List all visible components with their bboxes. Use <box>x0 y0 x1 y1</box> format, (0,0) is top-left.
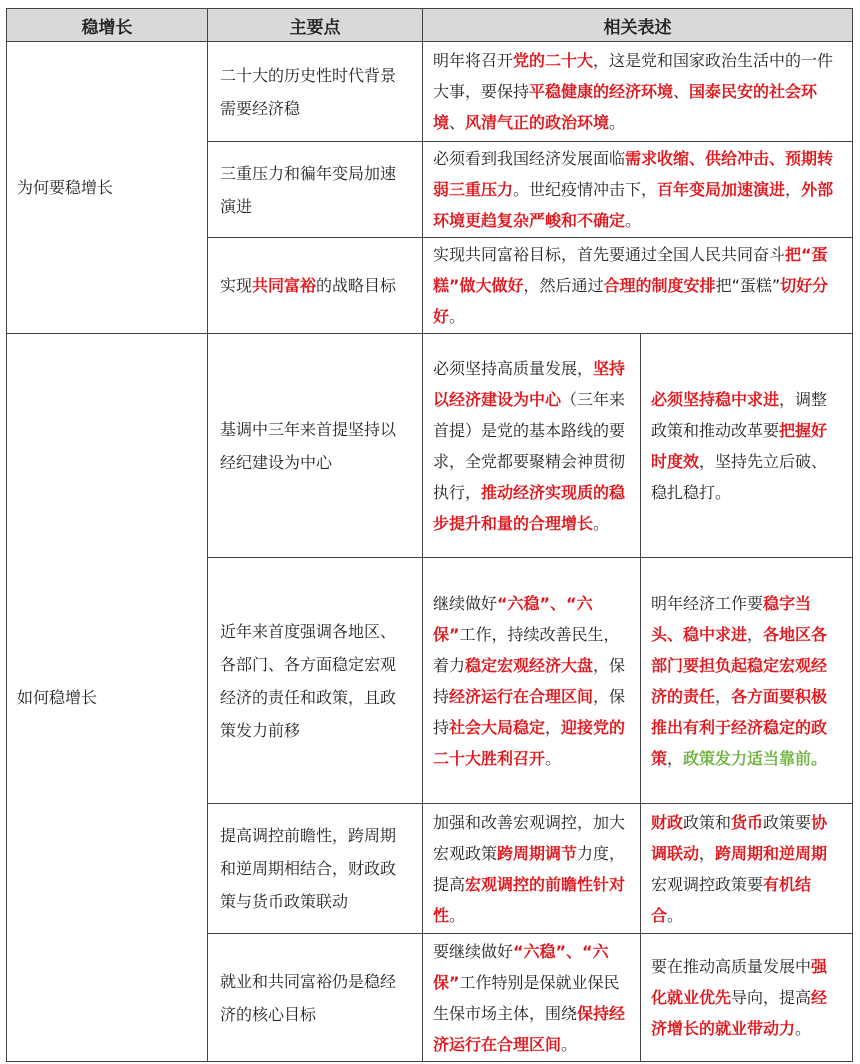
table-header-row <box>7 9 853 42</box>
text-run: ，保持 <box>433 655 626 706</box>
highlight-red: 各地区各部门要担负起稳定宏观经济的责任 <box>651 624 828 706</box>
text-run: 。 <box>609 113 626 132</box>
text-run: 二十大的历史性时代背景需要经济稳 <box>220 65 397 118</box>
highlight-red: 百年变局加速演进 <box>657 180 786 199</box>
highlight-green: 政策发力适当靠前。 <box>683 748 828 768</box>
text-run: 基调中三年来首提坚持以经纪建设为中心 <box>220 419 397 472</box>
statement <box>423 334 641 558</box>
text-run: 、 <box>673 82 690 101</box>
highlight-red: 把握好时度效 <box>651 420 828 471</box>
highlight-red: 需求收缩、供给冲击、预期转弱三重压力 <box>433 149 834 199</box>
highlight-red: 跨周期和逆周期 <box>715 843 828 863</box>
text-run: 工作特别是保就业保民生保市场主体，围绕 <box>433 972 620 1023</box>
text-run: 工作，持续改善民生，着力 <box>433 624 620 675</box>
highlight-red: 必须坚持稳中求进 <box>651 389 780 409</box>
text-run: 。 <box>449 307 466 326</box>
table-row <box>7 334 853 558</box>
header-key-points: 主要点 <box>208 9 423 42</box>
highlight-red: 货币 <box>731 812 764 832</box>
commentary <box>641 804 853 934</box>
text-run: 就业和共同富裕仍是稳经济的核心目标 <box>220 971 397 1024</box>
table-row <box>7 42 853 142</box>
text-run: 提高调控前瞻性，跨周期和逆周期相结合，财政政策与货币政策联动 <box>220 826 397 911</box>
text-run: 政策和 <box>683 812 732 832</box>
key-point <box>208 334 423 558</box>
text-run: ，保持 <box>433 686 626 737</box>
text-run: 必须坚持高质量发展， <box>433 358 594 378</box>
commentary <box>641 334 853 558</box>
highlight-red: “六稳”、“六保” <box>433 941 609 992</box>
highlight-red: 宏观调控的前瞻性针对性 <box>433 874 626 925</box>
key-point <box>208 804 423 934</box>
text-run: 三重压力和徧年变局加速演进 <box>220 163 397 216</box>
highlight-red: 风清气正的政治环境 <box>465 113 610 132</box>
highlight-red: 合理的制度安排 <box>603 276 716 295</box>
text-run: ，坚持先立后破、稳扎稳打。 <box>651 451 828 502</box>
header-related-statements: 相关表述 <box>423 9 853 42</box>
text-run: 近年来首度强调各地区、各部门、各方面稳定宏观经济的责任和政策，且政策发力前移 <box>220 621 397 740</box>
text-run: 、 <box>449 113 466 132</box>
text-run: （三年来首提）是党的基本路线的要求，全党都要聚精会神贯彻执行， <box>433 389 626 502</box>
text-run: 。 <box>667 905 684 925</box>
text-run: 宏观调控政策要 <box>651 874 764 894</box>
highlight-red: 外部环境更趋复杂严峻和不确定 <box>433 180 834 230</box>
text-run: ，然后通过 <box>523 276 604 295</box>
text-run: 。 <box>449 905 466 925</box>
statement <box>423 238 853 334</box>
statement <box>423 42 853 142</box>
key-point <box>208 934 423 1062</box>
statement <box>423 934 641 1062</box>
highlight-red: 协调联动 <box>651 812 828 863</box>
text-run: 。 <box>561 1034 578 1054</box>
highlight-red: 财政 <box>651 812 684 832</box>
text-run: 必须看到我国经济发展面临 <box>433 149 626 168</box>
text-run: 实现 <box>220 276 253 295</box>
text-run: 。 <box>545 748 562 768</box>
text-run: ， <box>699 843 716 863</box>
section-title-how: 如何稳增长 <box>7 334 208 1062</box>
text-run: ， <box>747 624 764 644</box>
highlight-red: 稳字当头、稳中求进 <box>651 593 812 644</box>
text-run: 加强和改善宏观调控，加大宏观政策 <box>433 812 626 863</box>
text-run: 继续做好 <box>433 593 498 613</box>
text-run: ，调整政策和推动改革要 <box>651 389 828 440</box>
header-steady-growth: 稳增长 <box>7 9 208 42</box>
highlight-red: 国泰民安的社会环境 <box>433 82 818 132</box>
text-run: 。 <box>593 513 610 533</box>
key-point <box>208 42 423 142</box>
highlight-red: 把“蛋糕”做大做好 <box>433 245 828 295</box>
highlight-red: 各方面要积极推出有利于经济稳定的政策 <box>651 686 828 768</box>
statement <box>423 558 641 804</box>
highlight-red: 强化就业优先 <box>651 957 828 1007</box>
highlight-red: 切好分好 <box>433 276 829 326</box>
key-point <box>208 558 423 804</box>
text-run: ， <box>715 686 732 706</box>
text-run: 要继续做好 <box>433 941 514 961</box>
policy-table <box>6 8 853 1062</box>
text-run: 的战略目标 <box>316 276 397 295</box>
commentary <box>641 934 853 1062</box>
highlight-red: 共同富裕 <box>252 276 317 295</box>
text-run: 。世纪疫情冲击下， <box>513 180 658 199</box>
key-point <box>208 238 423 334</box>
text-run: ， <box>785 180 802 199</box>
highlight-red: 稳定宏观经济大盘 <box>465 655 594 675</box>
text-run: 。 <box>625 211 642 230</box>
highlight-red: 迎接党的二十大胜利召开 <box>433 717 626 768</box>
text-run: 政策要 <box>763 812 812 832</box>
commentary <box>641 558 853 804</box>
highlight-red: 平稳健康的经济环境 <box>529 82 674 101</box>
text-run: 要在推动高质量发展中 <box>651 957 812 976</box>
statement <box>423 142 853 238</box>
highlight-red: 保持经济运行在合理区间 <box>433 1003 626 1054</box>
section-title-why: 为何要稳增长 <box>7 42 208 334</box>
text-run: ，这是党和国家政治生活中的一件大事，要保持 <box>433 51 834 101</box>
highlight-red: “六稳”、“六保” <box>433 593 593 644</box>
highlight-red: 坚持以经济建设为中心 <box>433 358 626 409</box>
statement <box>423 804 641 934</box>
text-run: 导向，提高 <box>731 988 812 1007</box>
text-run: 力度，提高 <box>433 843 626 894</box>
highlight-red: 跨周期调节 <box>497 843 578 863</box>
text-run: 。 <box>795 1019 812 1038</box>
text-run: 明年经济工作要 <box>651 593 764 613</box>
text-run: ， <box>667 748 684 768</box>
highlight-red: 经济增长的就业带动力 <box>651 988 828 1038</box>
text-run: 把“蛋糕” <box>715 276 781 295</box>
text-run: 实现共同富裕目标，首先要通过全国人民共同奋斗 <box>433 245 786 264</box>
highlight-red: 推动经济实现质的稳步提升和量的合理增长 <box>433 482 626 533</box>
highlight-red: 有机结合 <box>651 874 812 925</box>
text-run: 明年将召开 <box>433 51 514 70</box>
highlight-red: 经济运行在合理区间 <box>449 686 594 706</box>
highlight-red: 党的二十大 <box>513 51 594 70</box>
highlight-red: 社会大局稳定 <box>449 717 546 737</box>
text-run: ， <box>545 717 562 737</box>
key-point <box>208 142 423 238</box>
